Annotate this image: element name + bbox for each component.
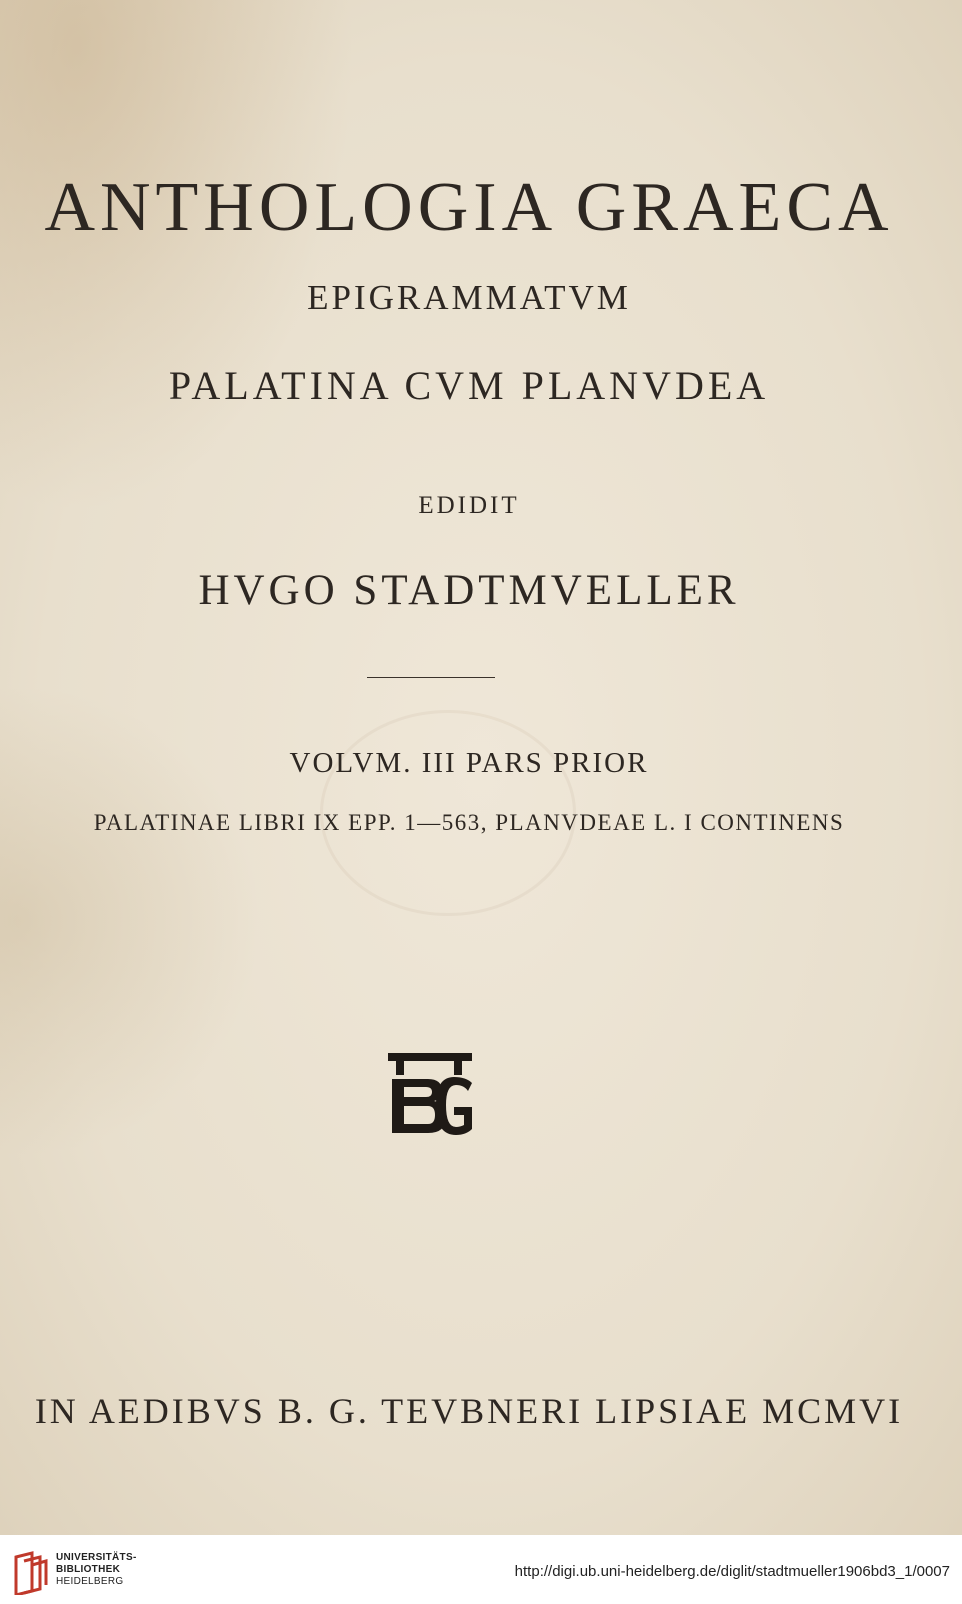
library-name xyxy=(56,1552,137,1588)
publisher-monogram-logo xyxy=(388,1053,472,1137)
library-name-line3: HEIDELBERG xyxy=(56,1576,124,1587)
imprint-line: IN AEDIBVS B. G. TEVBNERI LIPSIAE MCMVI xyxy=(34,1391,904,1431)
library-name-line1: UNIVERSITÄTS- xyxy=(56,1552,137,1563)
source-url[interactable]: http://digi.ub.uni-heidelberg.de/diglit/stadtmueller1906bd3_1/0007 xyxy=(514,1563,950,1580)
volume-label: VOLVM. III PARS PRIOR xyxy=(289,747,649,779)
digitization-footer xyxy=(0,1535,962,1604)
editor-name: HVGO STADTMVELLER xyxy=(198,567,740,614)
contents-line: PALATINAE LIBRI IX EPP. 1—563, PLANVDEAE L. I CONTINENS xyxy=(93,810,845,835)
subtitle-palatina: PALATINA CVM PLANVDEA xyxy=(168,363,770,408)
divider-rule xyxy=(367,677,495,678)
subtitle-epigrammatum: EPIGRAMMATVM xyxy=(307,278,631,317)
library-name-line2: BIBLIOTHEK xyxy=(56,1564,121,1575)
edidit-label: EDIDIT xyxy=(418,492,520,519)
book-title: ANTHOLOGIA GRAECA xyxy=(44,169,894,246)
university-library-logo-icon xyxy=(10,1551,50,1595)
